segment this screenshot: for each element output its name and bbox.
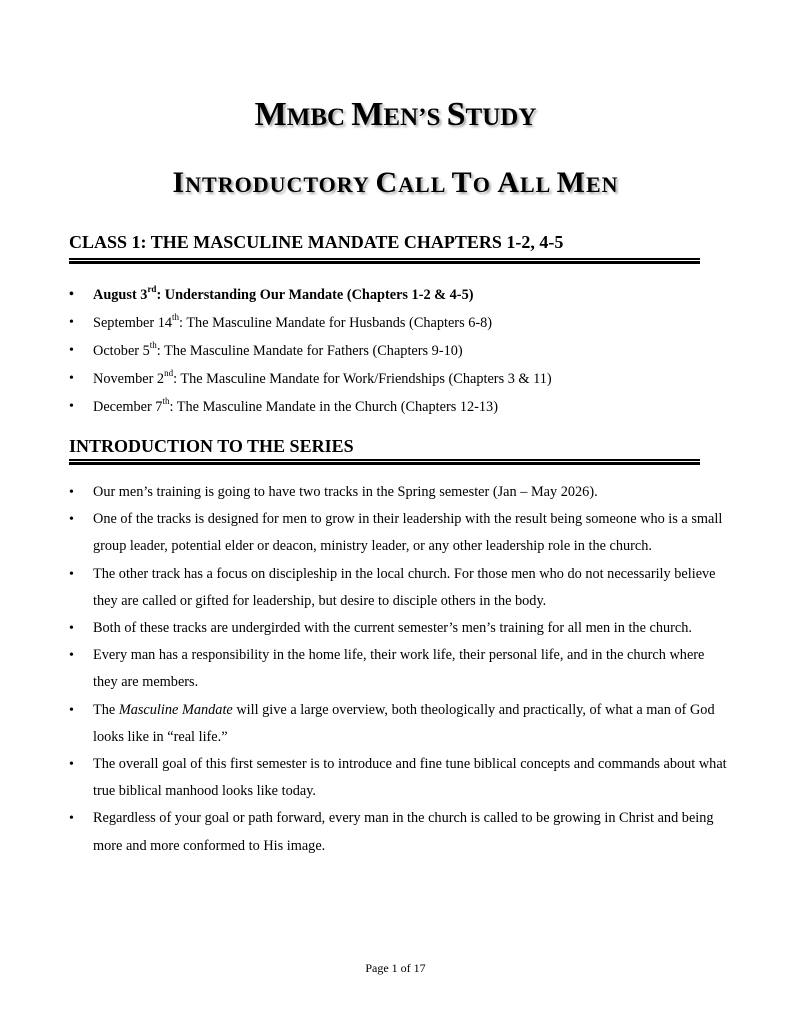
list-item: • One of the tracks is designed for men to grow in their leadership with the result being someone who is a small group leader, potential elder or deacon, ministry leader, or any other leadership role in the church. (69, 506, 729, 560)
class-schedule-list (69, 281, 729, 421)
list-item: • October 5th: The Masculine Mandate for Fathers (Chapters 9-10) (69, 337, 729, 365)
list-item: • December 7th: The Masculine Mandate in the Church (Chapters 12-13) (69, 393, 729, 421)
section-divider (69, 459, 700, 461)
list-item: • August 3rd: Understanding Our Mandate (Chapters 1-2 & 4-5) (69, 281, 729, 309)
intro-section-heading: INTRODUCTION TO THE SERIES (69, 436, 354, 456)
class-section-heading: CLASS 1: THE MASCULINE MANDATE CHAPTERS 1-2, 4-5 (69, 232, 564, 252)
introduction-list (69, 479, 729, 860)
document-subtitle: INTRODUCTORY CALL TO ALL MEN (172, 166, 619, 199)
list-item: • The Masculine Mandate will give a large overview, both theologically and practically, of what a man of God looks like in “real life.” (69, 697, 729, 751)
list-item: • Our men’s training is going to have two tracks in the Spring semester (Jan – May 2026). (69, 479, 729, 506)
section-divider (69, 258, 700, 260)
list-item: • Every man has a responsibility in the home life, their work life, their personal life, and in the church where they are members. (69, 642, 729, 696)
list-item: • Both of these tracks are undergirded with the current semester’s men’s training for all men in the church. (69, 615, 729, 642)
list-item: • September 14th: The Masculine Mandate for Husbands (Chapters 6-8) (69, 309, 729, 337)
list-item: • November 2nd: The Masculine Mandate for Work/Friendships (Chapters 3 & 11) (69, 365, 729, 393)
list-item: • Regardless of your goal or path forward, every man in the church is called to be growing in Christ and being more and more conformed to His image. (69, 805, 729, 859)
list-item: • The other track has a focus on discipleship in the local church. For those men who do not necessarily believe they are called or gifted for leadership, but desire to disciple others in the body. (69, 561, 729, 615)
book-title: Masculine Mandate (118, 701, 233, 718)
page-number: Page 1 of 17 (365, 961, 426, 975)
document-title: MMBC MEN’S STUDY (254, 96, 537, 133)
list-item: • The overall goal of this first semester is to introduce and fine tune biblical concepts and commands about what true biblical manhood looks like today. (69, 751, 729, 805)
